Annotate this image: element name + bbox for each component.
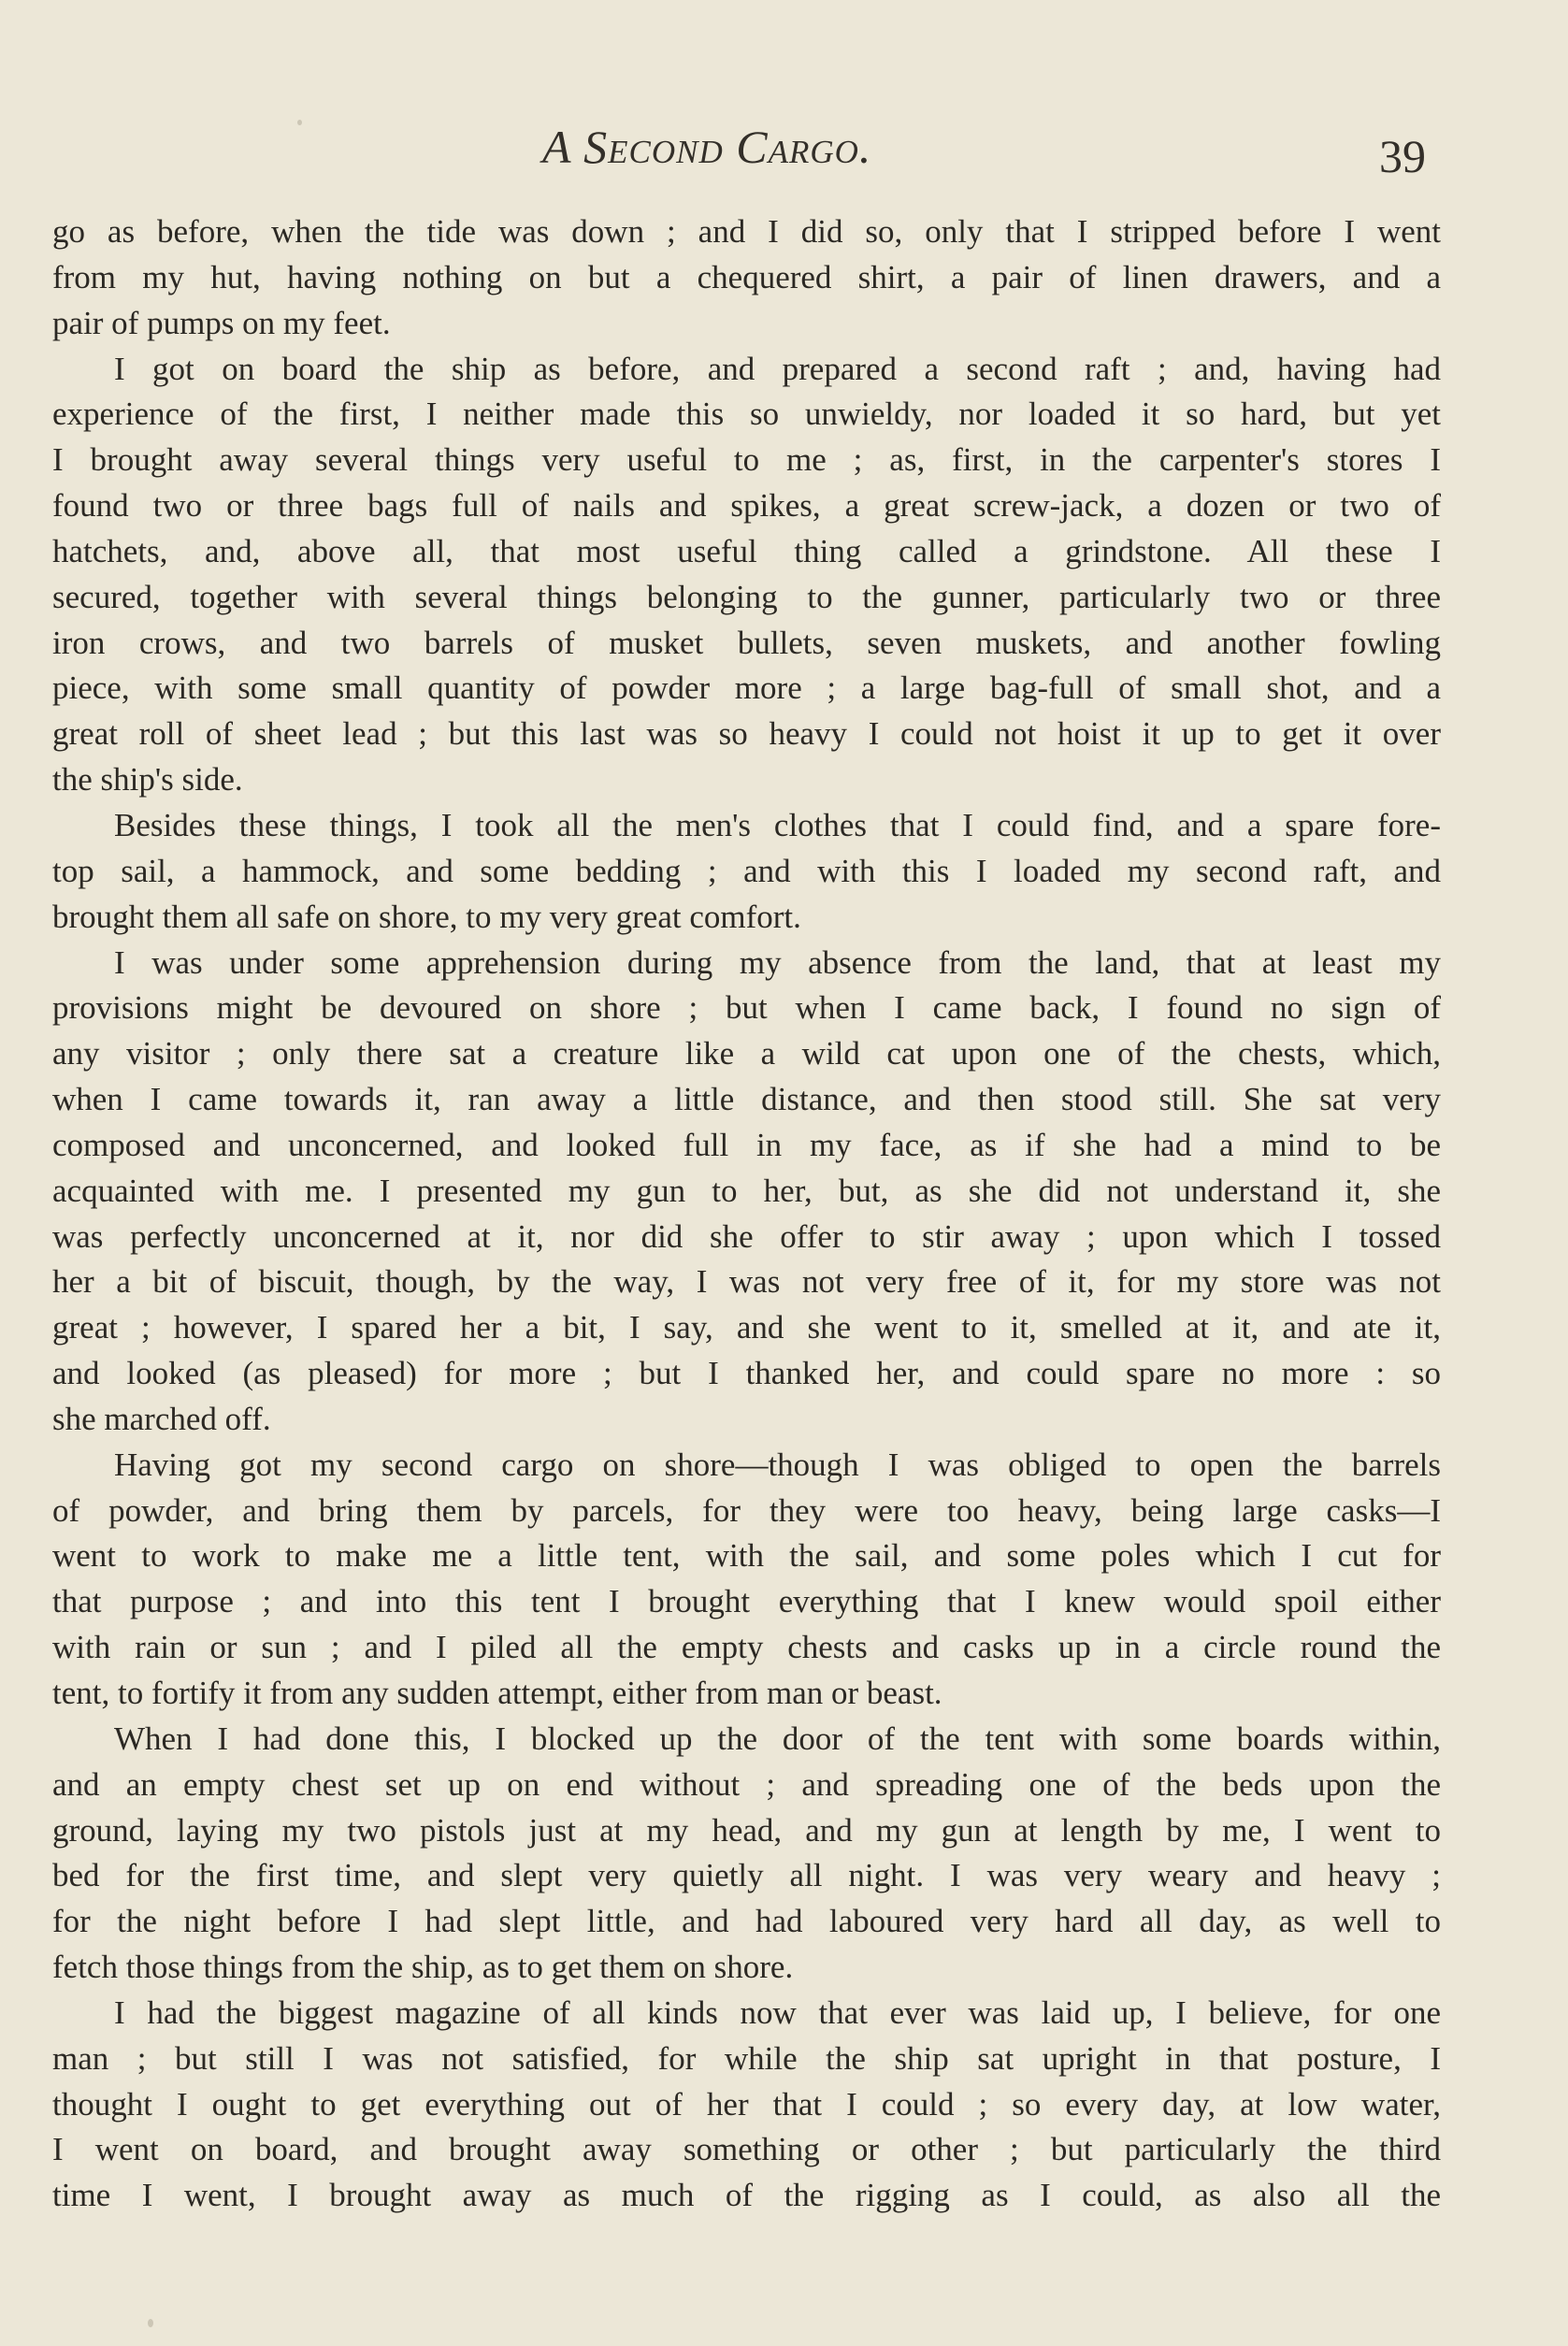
text-line: and looked (as pleased) for more ; but I thanked her, and could spare no more : so bbox=[52, 1355, 1441, 1392]
text-line: acquainted with me. I presented my gun to her, but, as she did not understand it, she bbox=[52, 1172, 1441, 1209]
text-line: I got on board the ship as before, and prepared a second raft ; and, having had bbox=[114, 350, 1441, 387]
text-line: I brought away several things very useful to me ; as, first, in the carpenter's stores I bbox=[52, 441, 1441, 479]
text-line: fetch those things from the ship, as to get them on shore. bbox=[52, 1949, 794, 1986]
text-line: and an empty chest set up on end without ; and spreading one of the beds upon the bbox=[52, 1765, 1441, 1803]
text-line: Having got my second cargo on shore—though I was obliged to open the barrels bbox=[114, 1446, 1441, 1483]
text-line: I went on board, and brought away something or other ; but particularly the third bbox=[52, 2131, 1441, 2168]
running-head-title: Second Cargo. bbox=[583, 121, 872, 173]
text-line: composed and unconcerned, and looked full in my face, as if she had a mind to be bbox=[52, 1126, 1441, 1163]
paper-speck bbox=[297, 120, 302, 125]
text-line: ground, laying my two pistols just at my head, and my gun at length by me, I went to bbox=[52, 1811, 1441, 1849]
text-line: from my hut, having nothing on but a chequered shirt, a pair of linen drawers, and a bbox=[52, 258, 1441, 295]
text-line: When I had done this, I blocked up the door of the tent with some boards within, bbox=[114, 1720, 1441, 1757]
running-head bbox=[542, 120, 871, 174]
text-line: any visitor ; only there sat a creature like a wild cat upon one of the chests, which, bbox=[52, 1035, 1441, 1072]
text-line: her a bit of biscuit, though, by the way, I was not very free of it, for my store was not bbox=[52, 1263, 1441, 1301]
text-line: top sail, a hammock, and some bedding ; and with this I loaded my second raft, and bbox=[52, 852, 1441, 889]
text-line: of powder, and bring them by parcels, for they were too heavy, being large casks—I bbox=[52, 1491, 1441, 1529]
text-line: bed for the first time, and slept very quietly all night. I was very weary and heavy ; bbox=[52, 1857, 1441, 1894]
text-line: went to work to make me a little tent, with the sail, and some poles which I cut for bbox=[52, 1537, 1441, 1575]
text-line: hatchets, and, above all, that most useful thing called a grindstone. All these I bbox=[52, 532, 1441, 569]
text-line: secured, together with several things belonging to the gunner, particularly two or three bbox=[52, 578, 1441, 615]
text-line: man ; but still I was not satisfied, for while the ship sat upright in that posture, I bbox=[52, 2039, 1441, 2077]
text-line: the ship's side. bbox=[52, 761, 243, 799]
text-line: that purpose ; and into this tent I brought everything that I knew would spoil either bbox=[52, 1583, 1441, 1620]
text-line: experience of the first, I neither made this so unwieldy, nor loaded it so hard, but yet bbox=[52, 396, 1441, 433]
text-line: was perfectly unconcerned at it, nor did she offer to stir away ; upon which I tossed bbox=[52, 1217, 1441, 1255]
text-line: thought I ought to get everything out of her that I could ; so every day, at low water, bbox=[52, 2085, 1441, 2123]
text-line: I had the biggest magazine of all kinds now that ever was laid up, I believe, for one bbox=[114, 1993, 1441, 2031]
running-head-article: A bbox=[542, 121, 571, 173]
page-number: 39 bbox=[1379, 130, 1426, 182]
text-line: provisions might be devoured on shore ; but when I came back, I found no sign of bbox=[52, 989, 1441, 1027]
text-line: found two or three bags full of nails and spikes, a great screw-jack, a dozen or two of bbox=[52, 487, 1441, 525]
paper-speck bbox=[148, 2319, 153, 2327]
text-line: with rain or sun ; and I piled all the empty chests and casks up in a circle round the bbox=[52, 1629, 1441, 1666]
text-line: great roll of sheet lead ; but this last was so heavy I could not hoist it up to get it over bbox=[52, 715, 1441, 753]
text-line: go as before, when the tide was down ; and I did so, only that I stripped before I went bbox=[52, 213, 1441, 250]
text-line: pair of pumps on my feet. bbox=[52, 304, 391, 341]
text-line: for the night before I had slept little, and had laboured very hard all day, as well to bbox=[52, 1903, 1441, 1940]
text-line: when I came towards it, ran away a little distance, and then stood still. She sat very bbox=[52, 1081, 1441, 1118]
text-line: she marched off. bbox=[52, 1400, 271, 1437]
text-line: tent, to fortify it from any sudden attempt, either from man or beast. bbox=[52, 1675, 942, 1711]
text-line: time I went, I brought away as much of the rigging as I could, as also all the bbox=[52, 2177, 1441, 2214]
text-line: iron crows, and two barrels of musket bullets, seven muskets, and another fowling bbox=[52, 624, 1441, 661]
text-line: piece, with some small quantity of powder more ; a large bag-full of small shot, and a bbox=[52, 669, 1441, 707]
text-line: Besides these things, I took all the men's clothes that I could find, and a spare fore- bbox=[114, 806, 1441, 843]
body-text bbox=[52, 209, 1441, 2219]
text-line: brought them all safe on shore, to my very great comfort. bbox=[52, 898, 801, 935]
text-line: I was under some apprehension during my absence from the land, that at least my bbox=[114, 943, 1441, 981]
text-line: great ; however, I spared her a bit, I say, and she went to it, smelled at it, and ate it, bbox=[52, 1309, 1441, 1346]
